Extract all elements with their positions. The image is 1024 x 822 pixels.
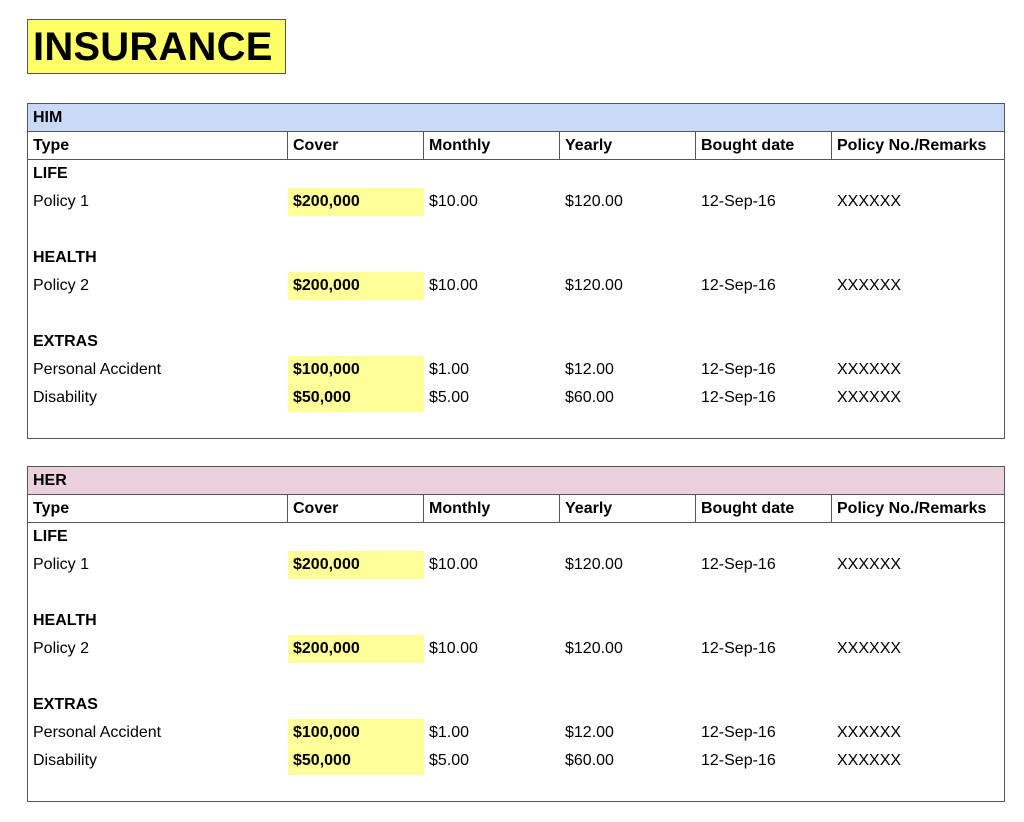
policy-bought-date: 12-Sep-16 — [701, 556, 776, 573]
policy-remarks: XXXXXX — [837, 389, 902, 406]
section-header-him: HIM — [28, 104, 1004, 132]
column-header-bought-date: Bought date — [696, 132, 832, 159]
table-row — [28, 188, 1004, 216]
column-header-remarks: Policy No./Remarks — [837, 136, 987, 154]
policy-yearly: $60.00 — [565, 752, 614, 769]
category-label: LIFE — [33, 528, 68, 545]
policy-cover: $200,000 — [288, 272, 424, 300]
policy-remarks: XXXXXX — [837, 724, 902, 741]
policy-monthly: $1.00 — [429, 724, 470, 741]
policy-cover: $50,000 — [288, 384, 424, 412]
table-row — [28, 272, 1004, 300]
table-row — [28, 551, 1004, 579]
policy-type: Personal Accident — [33, 361, 162, 378]
table-row — [28, 356, 1004, 384]
policy-bought-date: 12-Sep-16 — [701, 277, 776, 294]
row-spacer — [28, 216, 1004, 244]
policy-yearly: $120.00 — [565, 640, 623, 657]
policy-type: Personal Accident — [33, 724, 162, 741]
policy-monthly: $1.00 — [429, 361, 470, 378]
category-label: EXTRAS — [33, 696, 98, 713]
policy-monthly: $5.00 — [429, 389, 470, 406]
policy-cover: $200,000 — [288, 188, 424, 216]
policy-type: Policy 2 — [33, 640, 90, 657]
policy-type: Policy 1 — [33, 556, 90, 573]
column-header-bought-date: Bought date — [696, 495, 832, 522]
column-header-monthly: Monthly — [424, 132, 560, 159]
column-header-type: Type — [28, 495, 288, 522]
column-header-yearly: Yearly — [560, 495, 696, 522]
policy-bought-date: 12-Sep-16 — [701, 193, 776, 210]
policy-yearly: $12.00 — [565, 361, 614, 378]
policy-type: Policy 2 — [33, 277, 90, 294]
policy-remarks: XXXXXX — [837, 193, 902, 210]
category-row-health — [28, 244, 1004, 272]
row-spacer — [28, 579, 1004, 607]
policy-yearly: $120.00 — [565, 193, 623, 210]
policy-remarks: XXXXXX — [837, 752, 902, 769]
category-label: EXTRAS — [33, 333, 98, 350]
page-title: INSURANCE — [33, 24, 273, 69]
column-header-remarks: Policy No./Remarks — [837, 499, 987, 517]
policy-bought-date: 12-Sep-16 — [701, 752, 776, 769]
policy-yearly: $120.00 — [565, 556, 623, 573]
policy-bought-date: 12-Sep-16 — [701, 389, 776, 406]
policy-remarks: XXXXXX — [837, 277, 902, 294]
policy-yearly: $12.00 — [565, 724, 614, 741]
row-spacer — [28, 300, 1004, 328]
category-row-health — [28, 607, 1004, 635]
column-header-cover: Cover — [288, 132, 424, 159]
category-row-extras — [28, 328, 1004, 356]
policy-type: Policy 1 — [33, 193, 90, 210]
column-header-yearly: Yearly — [560, 132, 696, 159]
category-label: HEALTH — [33, 612, 97, 629]
policy-bought-date: 12-Sep-16 — [701, 361, 776, 378]
category-row-life — [28, 160, 1004, 188]
policy-yearly: $120.00 — [565, 277, 623, 294]
category-row-life — [28, 523, 1004, 551]
page-title-box — [27, 19, 286, 74]
policy-monthly: $10.00 — [429, 640, 478, 657]
section-her — [27, 466, 1005, 802]
policy-remarks: XXXXXX — [837, 640, 902, 657]
column-header-monthly: Monthly — [424, 495, 560, 522]
policy-cover: $100,000 — [288, 719, 424, 747]
policy-cover: $50,000 — [288, 747, 424, 775]
policy-monthly: $10.00 — [429, 193, 478, 210]
policy-cover: $200,000 — [288, 551, 424, 579]
table-row — [28, 747, 1004, 775]
policy-monthly: $10.00 — [429, 277, 478, 294]
policy-remarks: XXXXXX — [837, 361, 902, 378]
policy-monthly: $5.00 — [429, 752, 470, 769]
table-row — [28, 384, 1004, 412]
policy-bought-date: 12-Sep-16 — [701, 640, 776, 657]
category-label: HEALTH — [33, 249, 97, 266]
column-header-row — [28, 132, 1004, 160]
policy-type: Disability — [33, 752, 98, 769]
policy-remarks: XXXXXX — [837, 556, 902, 573]
policy-cover: $200,000 — [288, 635, 424, 663]
column-header-type: Type — [28, 132, 288, 159]
category-row-extras — [28, 691, 1004, 719]
section-him — [27, 103, 1005, 439]
policy-monthly: $10.00 — [429, 556, 478, 573]
table-row — [28, 635, 1004, 663]
column-header-cover: Cover — [288, 495, 424, 522]
policy-yearly: $60.00 — [565, 389, 614, 406]
policy-type: Disability — [33, 389, 98, 406]
table-row — [28, 719, 1004, 747]
row-spacer — [28, 663, 1004, 691]
policy-bought-date: 12-Sep-16 — [701, 724, 776, 741]
section-header-her: HER — [28, 467, 1004, 495]
policy-cover: $100,000 — [288, 356, 424, 384]
category-label: LIFE — [33, 165, 68, 182]
column-header-row — [28, 495, 1004, 523]
